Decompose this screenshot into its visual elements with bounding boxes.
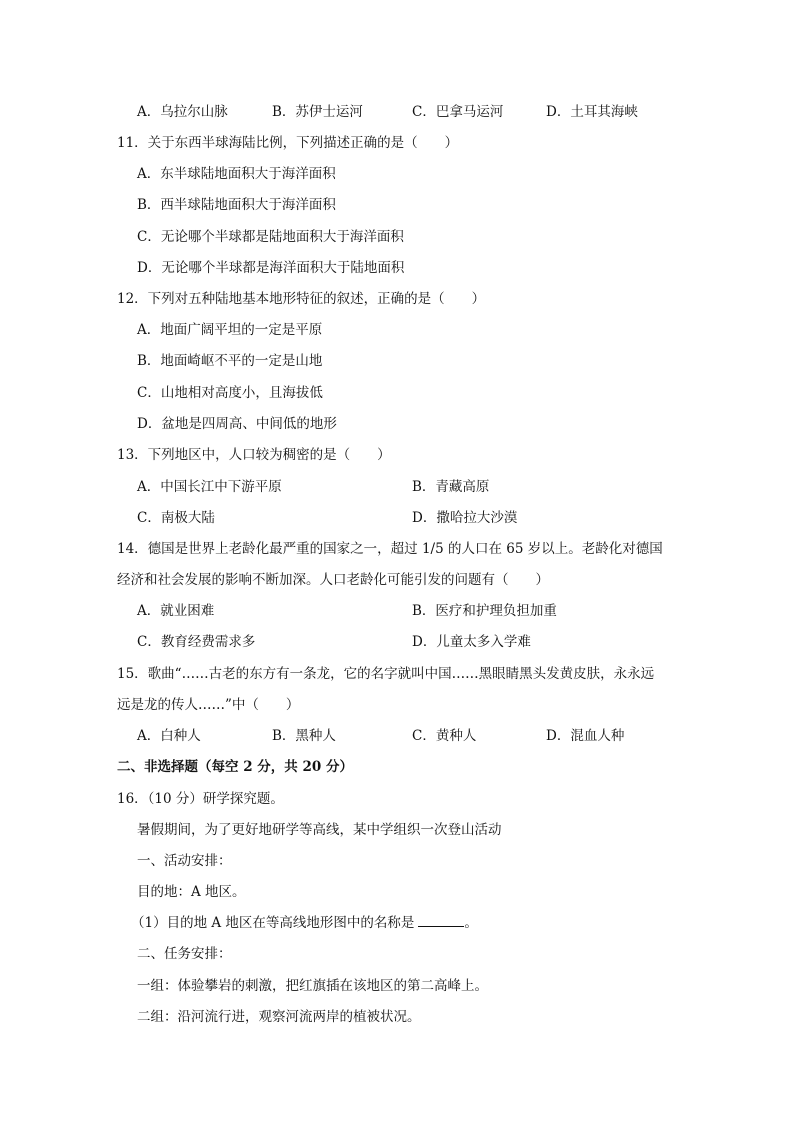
q12-option-a: A．地面广阔平坦的一定是平原 xyxy=(137,322,323,338)
q15-stem-line2: 远是龙的传人……”中（ ） xyxy=(117,697,300,713)
q11-option-a: A．东半球陆地面积大于海洋面积 xyxy=(137,166,336,182)
q15-stem-line1: 15．歌曲“……古老的东方有一条龙，它的名字就叫中国……黑眼睛黑头发黄皮肤，永永远 xyxy=(117,666,655,682)
q10-option-c: C．巴拿马运河 xyxy=(412,104,504,120)
q16-sub1-end: 。 xyxy=(464,915,478,931)
q11-option-d: D．无论哪个半球都是海洋面积大于陆地面积 xyxy=(137,260,405,276)
q14-stem-line2: 经济和社会发展的影响不断加深。人口老龄化可能引发的问题有（ ） xyxy=(117,572,549,588)
q10-option-a: A．乌拉尔山脉 xyxy=(137,104,228,120)
answer-blank[interactable] xyxy=(418,914,464,927)
q13-option-c: C．南极大陆 xyxy=(137,510,215,526)
q13-option-d: D．撒哈拉大沙漠 xyxy=(412,510,518,526)
q12-option-b: B．地面崎岖不平的一定是山地 xyxy=(137,353,323,369)
q13-option-a: A．中国长江中下游平原 xyxy=(137,479,282,495)
q12-option-d: D．盆地是四周高、中间低的地形 xyxy=(137,416,337,432)
q16-destination: 目的地：A 地区。 xyxy=(137,884,246,900)
q14-option-a: A．就业困难 xyxy=(137,603,215,619)
section2-title: 二、非选择题（每空 2 分，共 20 分） xyxy=(117,759,353,775)
q13-stem: 13．下列地区中，人口较为稠密的是（ ） xyxy=(117,447,391,463)
q10-option-d: D．土耳其海峡 xyxy=(546,104,638,120)
q11-stem: 11．关于东西半球海陆比例，下列描述正确的是（ ） xyxy=(117,135,459,151)
q14-option-c: C．教育经费需求多 xyxy=(137,634,256,650)
q15-option-c: C．黄种人 xyxy=(412,728,477,744)
q14-option-b: B．医疗和护理负担加重 xyxy=(412,603,557,619)
q16-part2-title: 二、任务安排： xyxy=(137,946,232,962)
q14-option-d: D．儿童太多入学难 xyxy=(412,634,531,650)
q16-part1-title: 一、活动安排： xyxy=(137,853,232,869)
q15-option-d: D．混血人种 xyxy=(546,728,625,744)
q16-intro: 暑假期间，为了更好地研学等高线，某中学组织一次登山活动 xyxy=(137,822,502,838)
q16-group1: 一组：体验攀岩的刺激，把红旗插在该地区的第二高峰上。 xyxy=(137,978,488,994)
q16-sub1 xyxy=(131,914,478,932)
q11-option-c: C．无论哪个半球都是陆地面积大于海洋面积 xyxy=(137,229,404,245)
q11-option-b: B．西半球陆地面积大于海洋面积 xyxy=(137,197,336,213)
q16-sub1-text: （1）目的地 A 地区在等高线地形图中的名称是 xyxy=(131,915,415,931)
q16-stem: 16．（10 分）研学探究题。 xyxy=(117,791,284,807)
q15-option-a: A．白种人 xyxy=(137,728,201,744)
q12-option-c: C．山地相对高度小，且海拔低 xyxy=(137,385,323,401)
q12-stem: 12．下列对五种陆地基本地形特征的叙述，正确的是（ ） xyxy=(117,291,486,307)
q10-option-b: B．苏伊士运河 xyxy=(272,104,363,120)
q16-group2: 二组：沿河流行进，观察河流两岸的植被状况。 xyxy=(137,1009,421,1025)
q13-option-b: B．青藏高原 xyxy=(412,479,490,495)
q15-option-b: B．黑种人 xyxy=(272,728,336,744)
q14-stem-line1: 14．德国是世界上老龄化最严重的国家之一，超过 1/5 的人口在 65 岁以上。老龄化对德国 xyxy=(117,541,663,557)
